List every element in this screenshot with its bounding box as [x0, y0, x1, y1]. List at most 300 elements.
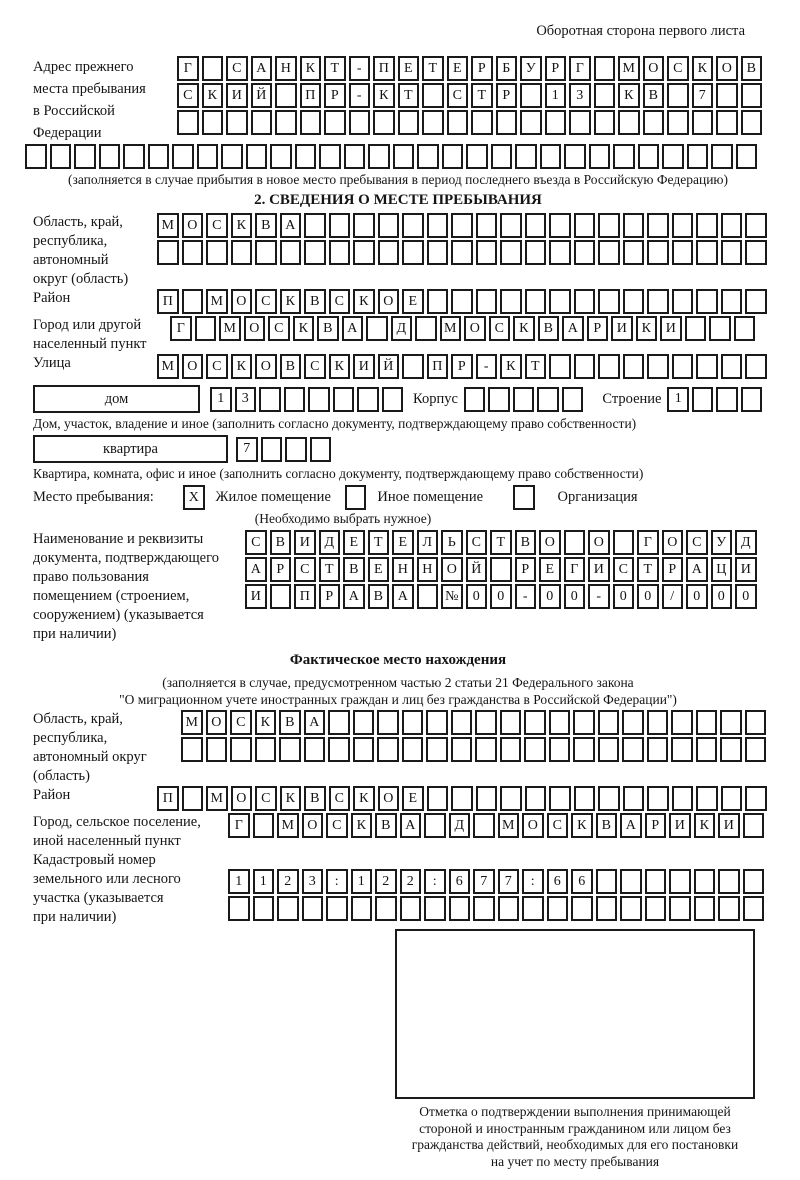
- char-cell: Г: [569, 56, 591, 81]
- char-cell: [253, 813, 275, 838]
- actual-oblast-block: [33, 710, 800, 786]
- char-cell: [549, 240, 571, 265]
- char-cell: [500, 710, 522, 735]
- document-label: [33, 530, 245, 644]
- char-cell: [647, 240, 669, 265]
- char-cell: [574, 289, 596, 314]
- char-cell: М: [157, 354, 179, 379]
- char-cell: С: [613, 557, 635, 582]
- char-cell: [647, 354, 669, 379]
- char-cell: [500, 786, 522, 811]
- char-cell: [721, 213, 743, 238]
- char-cell: И: [611, 316, 633, 341]
- char-cell: [745, 213, 767, 238]
- char-cell: В: [270, 530, 292, 555]
- char-cell: С: [547, 813, 569, 838]
- oblast-block: [33, 213, 800, 289]
- char-cell: -: [515, 584, 537, 609]
- oblast-label: [33, 213, 157, 289]
- char-cell: [598, 710, 620, 735]
- cadastral-grid: [228, 869, 767, 923]
- char-cell: [475, 710, 497, 735]
- char-cell: Н: [275, 56, 297, 81]
- char-cell: С: [304, 354, 326, 379]
- char-cell: [736, 144, 758, 169]
- char-cell: [647, 737, 669, 762]
- char-cell: [645, 869, 667, 894]
- char-cell: [246, 144, 268, 169]
- char-cell: [324, 110, 346, 135]
- char-cell: А: [342, 316, 364, 341]
- char-cell: [524, 710, 546, 735]
- char-cell: И: [245, 584, 267, 609]
- char-cell: М: [181, 710, 203, 735]
- char-cell: В: [343, 557, 365, 582]
- char-cell: [716, 387, 738, 412]
- label-line: сооружением) (указывается: [33, 607, 204, 623]
- char-cell: [377, 710, 399, 735]
- char-cell: Н: [417, 557, 439, 582]
- char-cell: [277, 896, 299, 921]
- char-cell: [304, 737, 326, 762]
- char-cell: [745, 737, 767, 762]
- char-cell: [353, 710, 375, 735]
- char-cell: 0: [490, 584, 512, 609]
- char-cell: [522, 896, 544, 921]
- char-cell: [694, 869, 716, 894]
- char-cell: [525, 289, 547, 314]
- char-cell: [251, 110, 273, 135]
- label-line: Адрес прежнего: [33, 59, 134, 75]
- actual-oblast-label: [33, 710, 181, 786]
- char-cell: [741, 387, 763, 412]
- char-cell: [464, 387, 486, 412]
- char-cell: [545, 110, 567, 135]
- char-cell: [513, 387, 535, 412]
- char-cell: Д: [735, 530, 757, 555]
- char-cell: [743, 869, 765, 894]
- stay-type-block: [33, 485, 800, 510]
- char-cell: А: [686, 557, 708, 582]
- char-cell: [426, 710, 448, 735]
- label-line: автономный округ: [33, 749, 147, 765]
- char-cell: [564, 144, 586, 169]
- char-cell: Р: [496, 83, 518, 108]
- char-cell: :: [424, 869, 446, 894]
- char-cell: [647, 213, 669, 238]
- char-cell: [353, 240, 375, 265]
- char-cell: Р: [319, 584, 341, 609]
- char-cell: [574, 786, 596, 811]
- char-cell: А: [304, 710, 326, 735]
- char-cell: [671, 710, 693, 735]
- char-cell: В: [368, 584, 390, 609]
- char-cell: [304, 213, 326, 238]
- char-cell: М: [157, 213, 179, 238]
- char-cell: [230, 737, 252, 762]
- char-cell: [451, 240, 473, 265]
- char-cell: [402, 710, 424, 735]
- char-cell: 6: [571, 869, 593, 894]
- label-line: при наличии): [33, 626, 117, 642]
- char-cell: [598, 354, 620, 379]
- char-cell: [259, 387, 281, 412]
- char-cell: [721, 289, 743, 314]
- char-cell: [692, 387, 714, 412]
- char-cell: [623, 289, 645, 314]
- char-cell: [377, 737, 399, 762]
- char-cell: А: [562, 316, 584, 341]
- char-cell: Д: [319, 530, 341, 555]
- char-cell: 7: [473, 869, 495, 894]
- char-cell: Р: [270, 557, 292, 582]
- char-cell: С: [294, 557, 316, 582]
- house-number-cells: [210, 387, 406, 412]
- char-cell: М: [498, 813, 520, 838]
- char-cell: [466, 144, 488, 169]
- char-cell: О: [522, 813, 544, 838]
- char-cell: X: [183, 485, 205, 510]
- prev-address-row-2: [177, 83, 765, 108]
- char-cell: 7: [692, 83, 714, 108]
- actual-oblast-grid: [181, 710, 769, 764]
- char-cell: [253, 896, 275, 921]
- char-cell: [743, 813, 765, 838]
- char-cell: С: [230, 710, 252, 735]
- char-cell: О: [206, 710, 228, 735]
- char-cell: [547, 896, 569, 921]
- char-cell: [574, 354, 596, 379]
- section2-header: 2. СВЕДЕНИЯ О МЕСТЕ ПРЕБЫВАНИЯ: [254, 192, 542, 208]
- char-cell: [721, 240, 743, 265]
- char-cell: [672, 240, 694, 265]
- char-cell: [451, 737, 473, 762]
- confirmation-stamp-box: [395, 929, 755, 1099]
- char-cell: А: [392, 584, 414, 609]
- char-cell: [513, 485, 535, 510]
- char-cell: Б: [496, 56, 518, 81]
- caption-line: Отметка о подтверждении выполнения принимающей: [419, 1104, 731, 1119]
- street-label: Улица: [33, 355, 71, 371]
- caption-line: стороной и иностранным гражданином или лицом без: [419, 1120, 731, 1136]
- char-cell: [623, 213, 645, 238]
- char-cell: [720, 737, 742, 762]
- char-cell: [500, 240, 522, 265]
- char-cell: Д: [449, 813, 471, 838]
- char-cell: [647, 710, 669, 735]
- char-cell: О: [378, 786, 400, 811]
- char-cell: [427, 213, 449, 238]
- char-cell: [589, 144, 611, 169]
- actual-oblast-row-2: [181, 737, 769, 762]
- char-cell: [515, 144, 537, 169]
- char-cell: С: [177, 83, 199, 108]
- char-cell: В: [255, 213, 277, 238]
- char-cell: В: [375, 813, 397, 838]
- char-cell: М: [277, 813, 299, 838]
- char-cell: [598, 240, 620, 265]
- label-line: земельного или лесного: [33, 871, 181, 887]
- char-cell: Г: [170, 316, 192, 341]
- char-cell: [500, 737, 522, 762]
- char-cell: [734, 316, 756, 341]
- char-cell: П: [294, 584, 316, 609]
- apartment-block: [33, 435, 800, 463]
- char-cell: [525, 240, 547, 265]
- apartment-note: Квартира, комната, офис и иное (заполнить согласно документу, подтверждающему право собственности): [33, 466, 644, 481]
- char-cell: [623, 354, 645, 379]
- char-cell: Р: [645, 813, 667, 838]
- char-cell: [402, 737, 424, 762]
- char-cell: [745, 240, 767, 265]
- char-cell: [308, 387, 330, 412]
- char-cell: [596, 869, 618, 894]
- char-cell: [745, 354, 767, 379]
- char-cell: [620, 869, 642, 894]
- char-cell: [333, 387, 355, 412]
- prev-address-row-3: [177, 110, 765, 135]
- char-cell: [696, 240, 718, 265]
- char-cell: [449, 896, 471, 921]
- char-cell: С: [255, 289, 277, 314]
- char-cell: И: [294, 530, 316, 555]
- char-cell: [202, 110, 224, 135]
- char-cell: Р: [662, 557, 684, 582]
- char-cell: Г: [177, 56, 199, 81]
- char-cell: [344, 144, 366, 169]
- char-cell: [424, 896, 446, 921]
- char-cell: [427, 289, 449, 314]
- char-cell: [351, 896, 373, 921]
- char-cell: [685, 316, 707, 341]
- char-cell: [662, 144, 684, 169]
- stay-option-other-checkbox: [345, 485, 370, 510]
- char-cell: [598, 737, 620, 762]
- char-cell: М: [440, 316, 462, 341]
- char-cell: [181, 737, 203, 762]
- actual-city-row: [228, 813, 767, 838]
- city-row: [170, 316, 758, 341]
- char-cell: [573, 737, 595, 762]
- char-cell: 1: [228, 869, 250, 894]
- char-cell: К: [636, 316, 658, 341]
- char-cell: [594, 56, 616, 81]
- char-cell: К: [231, 213, 253, 238]
- char-cell: [427, 240, 449, 265]
- char-cell: О: [302, 813, 324, 838]
- stay-type-note: (Необходимо выбрать нужное): [254, 511, 432, 526]
- char-cell: 0: [735, 584, 757, 609]
- char-cell: [206, 737, 228, 762]
- char-cell: 3: [302, 869, 324, 894]
- char-cell: [721, 786, 743, 811]
- char-cell: О: [441, 557, 463, 582]
- label-line: округ (область): [33, 271, 129, 287]
- char-cell: [718, 896, 740, 921]
- char-cell: С: [206, 213, 228, 238]
- char-cell: [669, 869, 691, 894]
- char-cell: У: [520, 56, 542, 81]
- char-cell: [476, 289, 498, 314]
- char-cell: [25, 144, 47, 169]
- char-cell: [696, 213, 718, 238]
- actual-location-note-line-1: (заполняется в случае, предусмотренном частью 2 статьи 21 Федерального закона: [162, 675, 634, 690]
- char-cell: О: [539, 530, 561, 555]
- char-cell: [476, 786, 498, 811]
- char-cell: А: [343, 584, 365, 609]
- label-line: населенный пункт: [33, 336, 147, 352]
- char-cell: К: [571, 813, 593, 838]
- char-cell: С: [326, 813, 348, 838]
- char-cell: [373, 110, 395, 135]
- document-block: [33, 530, 800, 644]
- label-line: автономный: [33, 252, 109, 268]
- char-cell: [549, 710, 571, 735]
- char-cell: [375, 896, 397, 921]
- stay-option-residential-checkbox: [183, 485, 208, 510]
- char-cell: 6: [449, 869, 471, 894]
- char-cell: О: [231, 786, 253, 811]
- char-cell: Р: [515, 557, 537, 582]
- char-cell: К: [513, 316, 535, 341]
- char-cell: 1: [545, 83, 567, 108]
- char-cell: [643, 110, 665, 135]
- apartment-cells: [236, 437, 334, 462]
- char-cell: [353, 737, 375, 762]
- char-cell: 1: [210, 387, 232, 412]
- char-cell: Т: [422, 56, 444, 81]
- char-cell: [496, 110, 518, 135]
- char-cell: [716, 110, 738, 135]
- char-cell: П: [300, 83, 322, 108]
- label-line: Город или другой: [33, 317, 142, 333]
- char-cell: [574, 240, 596, 265]
- char-cell: [549, 786, 571, 811]
- actual-rayon-row: [157, 786, 770, 811]
- char-cell: П: [157, 289, 179, 314]
- char-cell: [613, 144, 635, 169]
- label-line: Кадастровый номер: [33, 852, 156, 868]
- char-cell: К: [353, 786, 375, 811]
- char-cell: Т: [525, 354, 547, 379]
- street-row: [157, 354, 770, 379]
- char-cell: И: [660, 316, 682, 341]
- char-cell: К: [329, 354, 351, 379]
- char-cell: [709, 316, 731, 341]
- char-cell: С: [489, 316, 511, 341]
- char-cell: [667, 83, 689, 108]
- char-cell: К: [300, 56, 322, 81]
- char-cell: 0: [613, 584, 635, 609]
- char-cell: [378, 240, 400, 265]
- char-cell: [645, 896, 667, 921]
- char-cell: О: [643, 56, 665, 81]
- label-line: Область, край,: [33, 711, 123, 727]
- char-cell: [667, 110, 689, 135]
- char-cell: А: [620, 813, 642, 838]
- char-cell: К: [351, 813, 373, 838]
- char-cell: [415, 316, 437, 341]
- char-cell: [672, 213, 694, 238]
- char-cell: [157, 240, 179, 265]
- char-cell: [304, 240, 326, 265]
- char-cell: М: [206, 786, 228, 811]
- char-cell: 0: [637, 584, 659, 609]
- oblast-grid: [157, 213, 770, 267]
- char-cell: К: [694, 813, 716, 838]
- char-cell: [488, 387, 510, 412]
- char-cell: Г: [637, 530, 659, 555]
- char-cell: [473, 896, 495, 921]
- char-cell: [442, 144, 464, 169]
- char-cell: [345, 485, 367, 510]
- char-cell: [226, 110, 248, 135]
- char-cell: [427, 786, 449, 811]
- char-cell: [573, 710, 595, 735]
- char-cell: 2: [400, 869, 422, 894]
- char-cell: №: [441, 584, 463, 609]
- document-row-3: [245, 584, 760, 609]
- char-cell: [696, 289, 718, 314]
- char-cell: [402, 240, 424, 265]
- char-cell: :: [522, 869, 544, 894]
- char-cell: Н: [392, 557, 414, 582]
- char-cell: [378, 213, 400, 238]
- char-cell: [620, 896, 642, 921]
- char-cell: [148, 144, 170, 169]
- char-cell: [422, 83, 444, 108]
- char-cell: [473, 813, 495, 838]
- char-cell: [716, 83, 738, 108]
- char-cell: А: [400, 813, 422, 838]
- char-cell: С: [226, 56, 248, 81]
- char-cell: [549, 737, 571, 762]
- cadastral-block: [33, 851, 800, 927]
- confirmation-caption: [385, 1104, 765, 1170]
- actual-city-label: [33, 813, 228, 851]
- char-cell: [424, 813, 446, 838]
- char-cell: Е: [392, 530, 414, 555]
- char-cell: [451, 710, 473, 735]
- char-cell: М: [219, 316, 241, 341]
- char-cell: [195, 316, 217, 341]
- char-cell: [417, 144, 439, 169]
- char-cell: -: [349, 56, 371, 81]
- stay-option-organization-checkbox: [513, 485, 538, 510]
- actual-oblast-row-1: [181, 710, 769, 735]
- char-cell: О: [182, 213, 204, 238]
- label-line: республика,: [33, 233, 108, 249]
- house-block: [33, 385, 800, 413]
- char-cell: П: [157, 786, 179, 811]
- char-cell: С: [268, 316, 290, 341]
- char-cell: С: [255, 786, 277, 811]
- char-cell: К: [500, 354, 522, 379]
- char-cell: [594, 110, 616, 135]
- char-cell: -: [476, 354, 498, 379]
- char-cell: [255, 240, 277, 265]
- char-cell: [366, 316, 388, 341]
- char-cell: Р: [587, 316, 609, 341]
- street-block: [33, 354, 800, 381]
- prev-address-label: [33, 56, 177, 144]
- char-cell: [368, 144, 390, 169]
- char-cell: [99, 144, 121, 169]
- char-cell: [672, 786, 694, 811]
- char-cell: /: [662, 584, 684, 609]
- char-cell: [562, 387, 584, 412]
- char-cell: [491, 144, 513, 169]
